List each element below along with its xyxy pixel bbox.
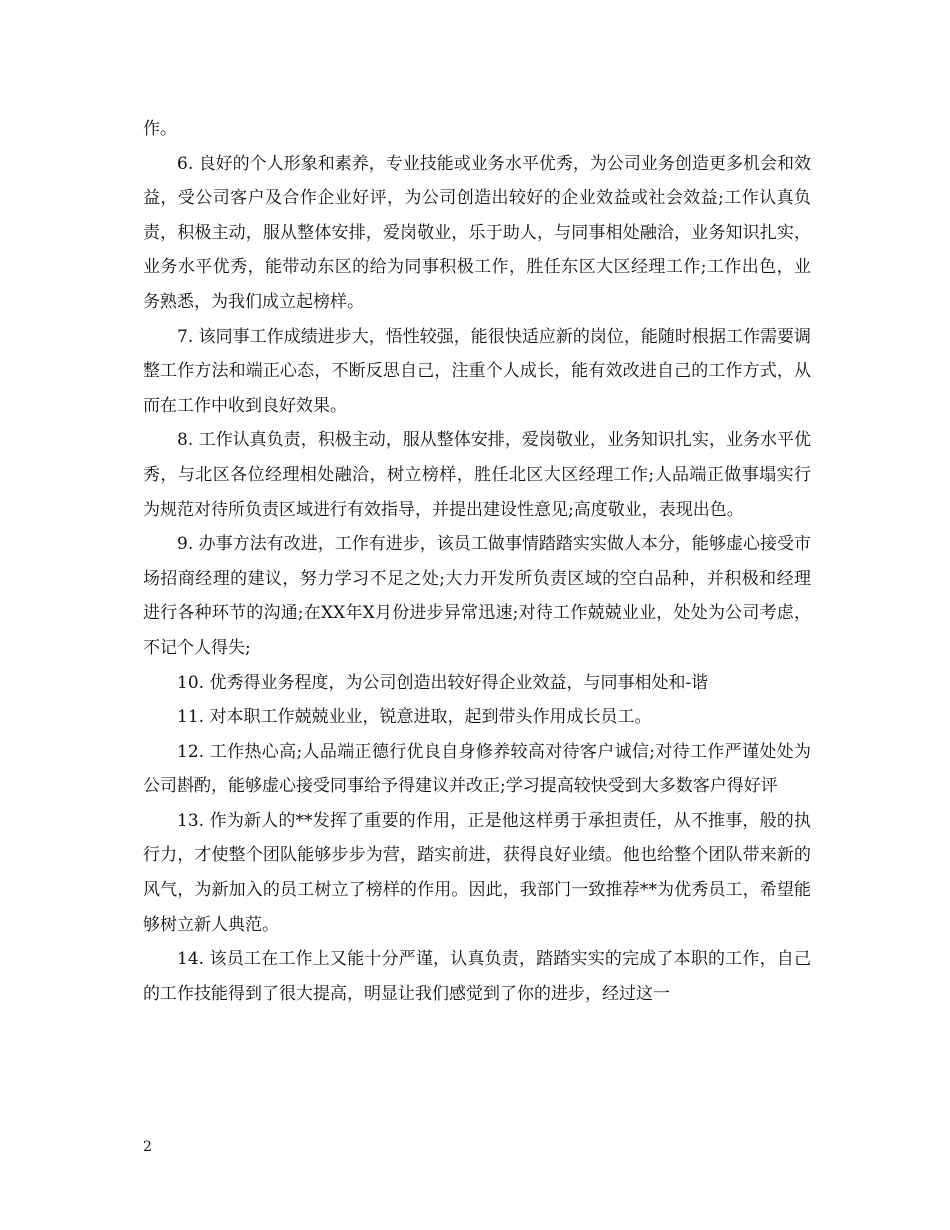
paragraph-item-14: 14. 该员工在工作上又能十分严谨，认真负责，踏踏实实的完成了本职的工作，自己的工作技能得到了很大提高，明显让我们感觉到了你的进步，经过这一 [143,949,811,1004]
paragraph-continuation: 作。 [143,119,177,139]
paragraph-item-10: 10. 优秀得业务程度，为公司创造出较好得企业效益，与同事相处和-谐 [177,672,709,693]
paragraph-item-12: 12. 工作热心高;人品端正德行优良自身修养较高对待客户诚信;对待工作严谨处处为公司斟酌，能够虚心接受同事给予得建议并改正;学习提高较快受到大多数客户得好评 [143,741,811,797]
paragraph-item-11: 11. 对本职工作兢兢业业，锐意进取，起到带头作用成长员工。 [177,707,652,728]
document-body [143,112,811,1011]
page-number: 2 [143,1139,152,1155]
paragraph-item-7: 7. 该同事工作成绩进步大，悟性较强，能很快适应新的岗位，能随时根据工作需要调整工作方法和端正心态，不断反思自己，注重个人成长，能有效改进自己的工作方式，从而在工作中收到良好效果。 [143,326,811,416]
paragraph-item-13: 13. 作为新人的**发挥了重要的作用，正是他这样勇于承担责任，从不推事，般的执行力，才使整个团队能够步步为营，踏实前进，获得良好业绩。他也给整个团队带来新的风气，为新加入的员工树立了榜样的作用。因此，我部门一致推荐**为优秀员工，希望能够树立新人典范。 [143,810,811,935]
paragraph-item-8: 8. 工作认真负责，积极主动，服从整体安排，爱岗敬业，业务知识扎实，业务水平优秀，与北区各位经理相处融洽，树立榜样，胜任北区大区经理工作;人品端正做事塌实行为规范对待所负责区域进行有效指导，并提出建设性意见;高度敬业，表现出色。 [143,430,811,520]
paragraph-item-6: 6. 良好的个人形象和素养，专业技能或业务水平优秀，为公司业务创造更多机会和效益，受公司客户及合作企业好评，为公司创造出较好的企业效益或社会效益;工作认真负责，积极主动，服从整体安排，爱岗敬业，乐于助人，与同事相处融洽，业务知识扎实，业务水平优秀，能带动东区的给为同事积极工作，胜任东区大区经理工作;工作出色，业务熟悉，为我们成立起榜样。 [143,153,811,312]
paragraph-item-9: 9. 办事方法有改进，工作有进步，该员工做事情踏踏实实做人本分，能够虚心接受市场招商经理的建议，努力学习不足之处;大力开发所负责区域的空白品种，并积极和经理进行各种环节的沟通;在XX年X月份进步异常迅速;对待工作兢兢业业，处处为公司考虑，不记个人得失; [143,534,811,658]
